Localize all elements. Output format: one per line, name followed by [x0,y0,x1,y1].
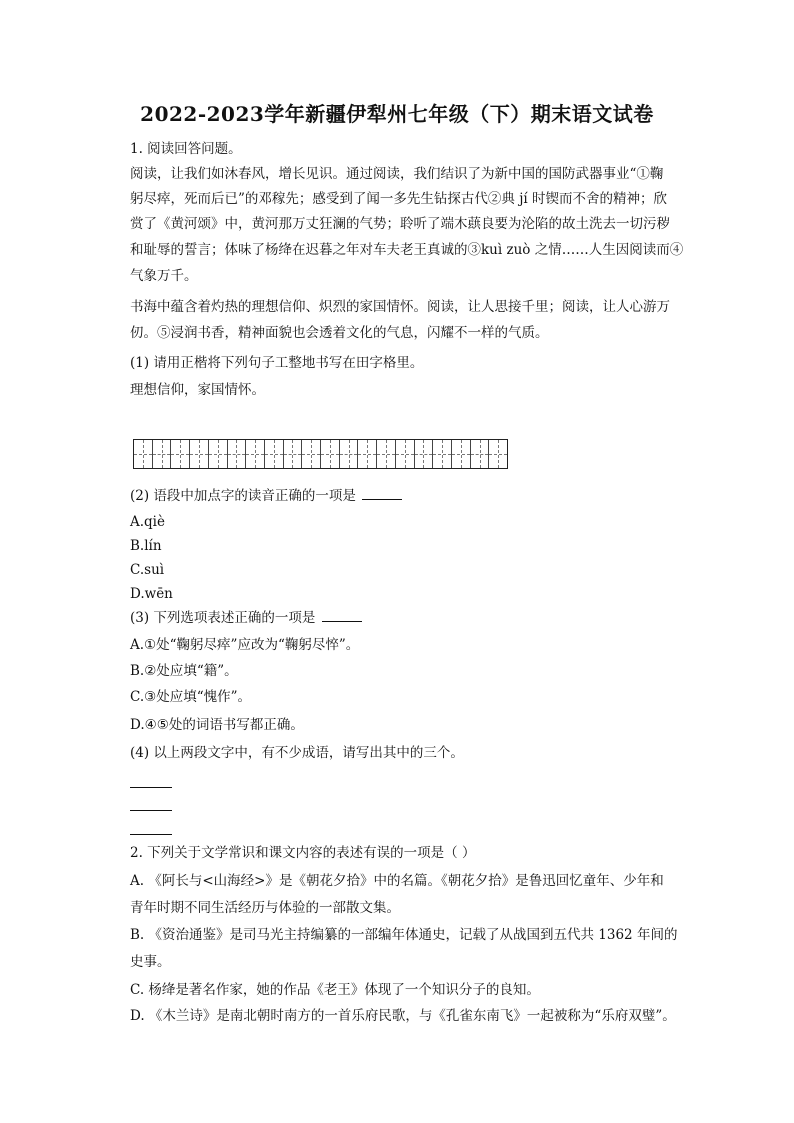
q1-passage-line: 阅读，让我们如沐春风，增长见识。通过阅读，我们结识了为新中国的国防武器事业“①鞠 [130,166,664,182]
answer-line[interactable] [130,810,172,811]
grid-cell[interactable] [321,440,340,468]
q1-sub2-text: (2) 语段中加点字的读音正确的一项是 [130,488,356,504]
grid-cell[interactable] [358,440,377,468]
q1-sub3-text: (3) 下列选项表述正确的一项是 [130,610,316,626]
q1-passage-line: 躬尽瘁，死而后已”的邓稼先；感受到了闻一多先生钻探古代②典 jí 时锲而不舍的精神；欣 [130,191,667,207]
q2-option-line: 史事。 [130,954,171,970]
grid-cell[interactable] [284,440,303,468]
q2-option-line: 青年时期不同生活经历与体验的一部散文集。 [130,900,400,916]
q1-sub2-option-b: B.lín [130,538,162,554]
answer-blank[interactable] [322,607,362,622]
q2-option-line: D. 《木兰诗》是南北朝时南方的一首乐府民歌，与《孔雀东南飞》一起被称为“乐府双璧”。 [130,1008,676,1024]
q1-sub2-option-a: A.qiè [130,514,165,530]
q2-heading: 2. 下列关于文学常识和课文内容的表述有误的一项是（ ） [130,845,476,861]
grid-cell[interactable] [377,440,396,468]
q1-sub2-prompt [130,485,402,506]
q2-option-line: C. 杨绛是著名作家，她的作品《老王》体现了一个知识分子的良知。 [130,982,540,998]
q2-option-line: A. 《阿长与<山海经>》是《朝花夕拾》中的名篇。《朝花夕拾》是鲁迅回忆童年、少年和 [130,873,664,889]
grid-cell[interactable] [190,440,209,468]
q1-sub4-prompt: (4) 以上两段文字中，有不少成语，请写出其中的三个。 [130,745,464,761]
grid-cell[interactable] [452,440,471,468]
grid-cell[interactable] [433,440,452,468]
q1-sub1-prompt: (1) 请用正楷将下列句子工整地书写在田字格里。 [130,355,424,371]
tianzi-grid[interactable] [133,439,508,469]
q1-passage-line: 仞。⑤浸润书香，精神面貌也会透着文化的气息，闪耀不一样的气质。 [130,325,549,341]
q1-sub3-option-a: A.①处“鞠躬尽瘁”应改为“鞠躬尽悴”。 [130,637,360,653]
q1-sub3-prompt [130,607,362,628]
q1-sub3-option-b: B.②处应填“籍”。 [130,663,238,679]
answer-line[interactable] [130,787,172,788]
q2-option-line: B. 《资治通鉴》是司马光主持编纂的一部编年体通史，记载了从战国到五代共 1362 年间的 [130,927,678,943]
q1-passage-line: 赏了《黄河颂》中，黄河那万丈狂澜的气势；聆听了端木蕻良要为沦陷的故土洗去一切污秽 [130,216,670,232]
q1-passage-line: 书海中蕴含着灼热的理想信仰、炽烈的家国情怀。阅读，让人思接千里；阅读，让人心游万 [130,299,670,315]
q1-passage-line: 气象万千。 [130,268,198,284]
grid-cell[interactable] [246,440,265,468]
grid-cell[interactable] [489,440,507,468]
q1-heading: 1. 阅读回答问题。 [130,141,242,157]
grid-cell[interactable] [415,440,434,468]
answer-blank[interactable] [362,485,402,500]
grid-cell[interactable] [471,440,490,468]
grid-cell[interactable] [209,440,228,468]
grid-cell[interactable] [302,440,321,468]
q1-sub2-option-d: D.wēn [130,586,173,602]
grid-cell[interactable] [153,440,172,468]
exam-title: 2022-2023学年新疆伊犁州七年级（下）期末语文试卷 [140,102,654,126]
answer-line[interactable] [130,834,172,835]
q1-sub2-option-c: C.suì [130,562,165,578]
grid-cell[interactable] [171,440,190,468]
q1-sub1-text: 理想信仰，家国情怀。 [130,382,265,398]
grid-cell[interactable] [396,440,415,468]
grid-cell[interactable] [134,440,153,468]
grid-cell[interactable] [265,440,284,468]
q1-sub3-option-d: D.④⑤处的词语书写都正确。 [130,717,304,733]
q1-passage-line: 和耻辱的誓言；体味了杨绛在迟暮之年对车夫老王真诚的③kuì zuò 之情……人生因阅读而④ [130,242,684,258]
q1-sub3-option-c: C.③处应填“愧作”。 [130,689,252,705]
grid-cell[interactable] [340,440,359,468]
grid-cell[interactable] [228,440,247,468]
